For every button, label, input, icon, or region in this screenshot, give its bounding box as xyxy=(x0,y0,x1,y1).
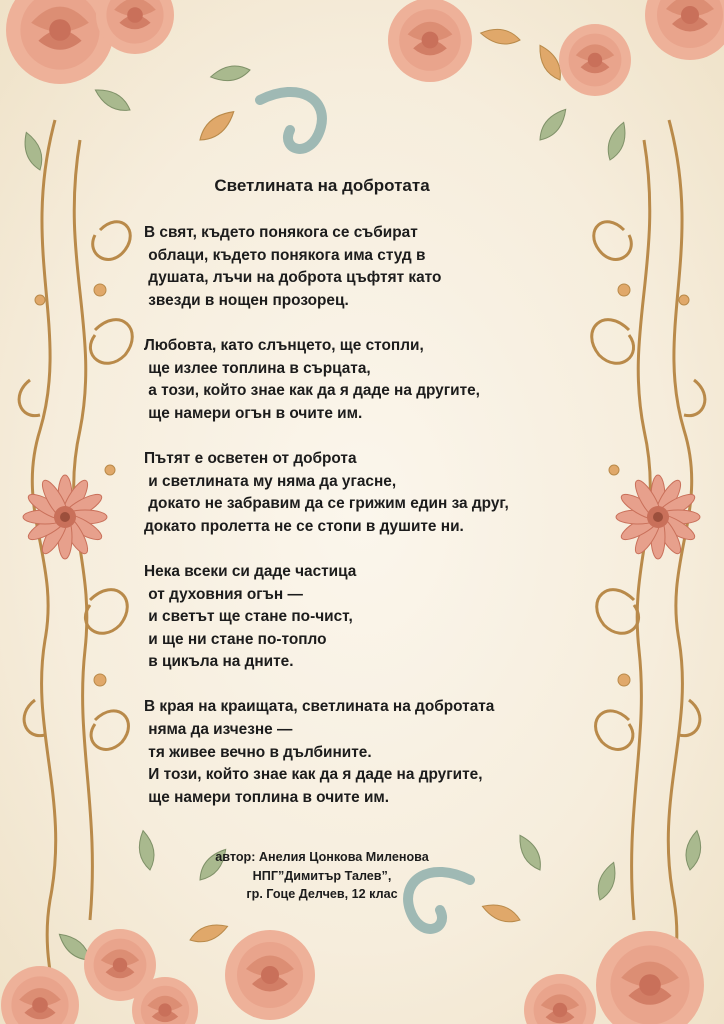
poem-line: В края на краищата, светлината на добротата xyxy=(144,698,495,716)
poem-line: в цикъла на дните. xyxy=(144,653,294,671)
left-vine xyxy=(19,120,132,1024)
author-name: автор: Анелия Цонкова Миленова xyxy=(215,850,429,864)
poem-line: В свят, където понякога се събират xyxy=(144,224,418,241)
poem-line: от духовния огън — xyxy=(144,585,303,603)
bottom-right-bouquet xyxy=(480,829,704,1024)
poem-line: облаци, където понякога има студ в xyxy=(144,246,426,264)
stanza-3 xyxy=(144,448,584,538)
poem-line: няма да изчезне — xyxy=(144,721,293,739)
author-school: НПГ”Димитър Талев”, xyxy=(252,868,392,883)
poem-line: Любовта, като слънцето, ще стопли, xyxy=(144,336,424,354)
poem-line: и ще ни стане по-топло xyxy=(144,630,327,648)
poem-line: Нека всеки си даде частица xyxy=(144,562,357,580)
author-credit xyxy=(192,848,452,904)
author-town-class: гр. Гоце Делчев, 12 клас xyxy=(246,887,398,901)
poem-line: И този, който знае как да я даде на другите, xyxy=(144,766,483,784)
poem-line: душата, лъчи на доброта цъфтят като xyxy=(144,269,442,287)
top-left-bouquet xyxy=(6,0,251,172)
stanza-5 xyxy=(144,696,584,809)
poem-line: а този, който знае как да я даде на другите, xyxy=(144,382,480,400)
stanza-4 xyxy=(144,561,584,674)
poem-title: Светлината на добротата xyxy=(214,176,430,195)
poem-line: докато не забравим да се грижим един за друг, xyxy=(144,495,509,513)
stanza-2 xyxy=(144,335,584,425)
poem-line: ще намери топлина в очите им. xyxy=(144,788,390,806)
poem-line: тя живее вечно в дълбините. xyxy=(144,743,372,761)
poem-body xyxy=(144,222,584,832)
poem-line: докато пролетта не се стопи в душите ни. xyxy=(144,517,464,535)
poem-line: и светлината му няма да угасне, xyxy=(144,472,397,490)
right-daisy-icon xyxy=(616,475,700,559)
poem-line: Пътят е осветен от доброта xyxy=(144,449,357,467)
poem-line: звезди в нощен прозорец. xyxy=(144,291,349,309)
stanza-1 xyxy=(144,222,584,312)
poem-line: ще излее топлина в сърцата, xyxy=(144,359,371,377)
poem-line: ще намери огън в очите им. xyxy=(144,404,363,422)
poem-line: и светът ще стане по-чист, xyxy=(144,608,353,626)
left-daisy-icon xyxy=(23,475,107,559)
